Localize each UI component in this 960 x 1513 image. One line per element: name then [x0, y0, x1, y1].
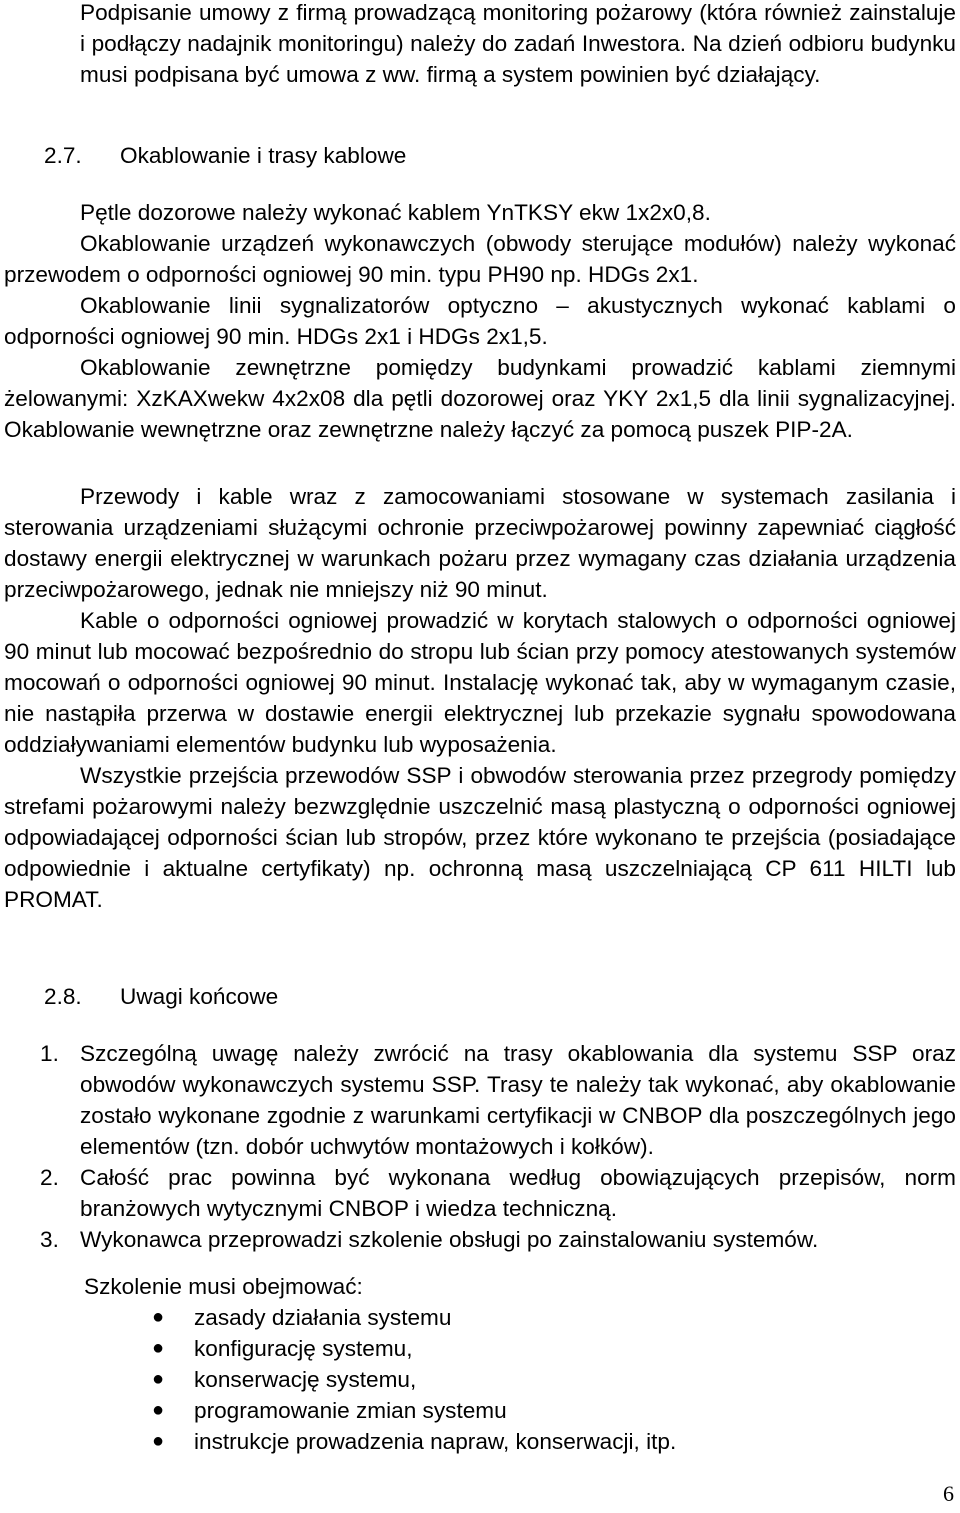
section-heading-2-7: [44, 140, 406, 171]
training-list: [4, 1302, 956, 1457]
list-item: 1. Szczególną uwagę należy zwrócić na trasy okablowania dla systemu SSP oraz obwodów wykonawczych systemu SSP. Trasy te należy tak wykonać, aby okablowanie zostało wykonane zgodnie z warunkami certyfikacji w CNBOP dla poszczególnych jego elementów (tzn. dobór uchwytów montażowych i kołków).: [40, 1041, 956, 1159]
paragraph: Kable o odporności ogniowej prowadzić w korytach stalowych o odporności ogniowej 90 minut lub mocować bezpośrednio do stropu lub ścian przy pomocy atestowanych systemów mocowań o odporności ogniowej 90 minut. Instalację wykonać tak, aby w wymaganym czasie, nie nastąpiła przerwa w dostawie energii elektrycznej lub przekazie sygnału spowodowana oddziaływaniami elementów budynku lub wyposażenia.: [4, 608, 956, 757]
list-item: ● konserwację systemu,: [4, 1364, 956, 1395]
paragraph: Okablowanie urządzeń wykonawczych (obwody sterujące modułów) należy wykonać przewodem o odporności ogniowej 90 min. typu PH90 np. HDGs 2x1.: [4, 231, 956, 287]
section-number: 2.8.: [44, 984, 82, 1009]
bullet-icon: ●: [152, 1306, 165, 1328]
remarks-list: [4, 1038, 956, 1255]
paragraph: Okablowanie zewnętrzne pomiędzy budynkami prowadzić kablami ziemnymi żelowanymi: XzKAXwekw 4x2x08 dla pętli dozorowej oraz YKY 2x1,5 dla linii sygnalizacyjnej. Okablowanie wewnętrzne oraz zewnętrzne należy łączyć za pomocą puszek PIP-2A.: [4, 355, 956, 442]
page-number: 6: [943, 1481, 954, 1506]
section-number: 2.7.: [44, 143, 82, 168]
list-item: ● instrukcje prowadzenia napraw, konserwacji, itp.: [4, 1426, 956, 1457]
paragraph: Przewody i kable wraz z zamocowaniami stosowane w systemach zasilania i sterowania urządzeniami służącymi ochronie przeciwpożarowej powinny zapewniać ciągłość dostawy energii elektrycznej w warunkach pożaru przez wymagany czas działania urządzenia przeciwpożarowego, jednak nie mniejszy niż 90 minut.: [4, 484, 956, 602]
bullet-icon: ●: [152, 1368, 165, 1390]
paragraph: Wszystkie przejścia przewodów SSP i obwodów sterowania przez przegrody pomiędzy strefami pożarowymi należy bezwzględnie uszczelnić masą plastyczną o odporności ogniowej odpowiadającej odporności ścian lub stropów, przez które wykonano te przejścia (posiadające odpowiednie i aktualne certyfikaty) np. ochronną masą uszczelniającą CP 611 HILTI lub PROMAT.: [4, 763, 956, 912]
bullet-icon: ●: [152, 1337, 165, 1359]
section-2-7-body: [4, 197, 956, 915]
section-title: Uwagi końcowe: [120, 984, 279, 1009]
bullet-icon: ●: [152, 1399, 165, 1421]
paragraph: Okablowanie linii sygnalizatorów optyczno – akustycznych wykonać kablami o odporności ogniowej 90 min. HDGs 2x1 i HDGs 2x1,5.: [4, 293, 956, 349]
intro-paragraph: Podpisanie umowy z firmą prowadzącą monitoring pożarowy (która również zainstaluje i podłączy nadajnik monitoringu) należy do zadań Inwestora. Na dzień odbioru budynku musi podpisana być umowa z ww. firmą a system powinien być działający.: [80, 0, 956, 87]
bullet-icon: ●: [152, 1430, 165, 1452]
list-item: 2. Całość prac powinna być wykonana według obowiązujących przepisów, norm branżowych wytycznymi CNBOP i wiedza techniczną.: [40, 1165, 956, 1221]
paragraph: Pętle dozorowe należy wykonać kablem YnTKSY ekw 1x2x0,8.: [80, 200, 711, 225]
section-title: Okablowanie i trasy kablowe: [120, 143, 407, 168]
list-item: ● zasady działania systemu: [4, 1302, 956, 1333]
section-heading-2-8: [44, 981, 278, 1012]
list-item: ● programowanie zmian systemu: [4, 1395, 956, 1426]
list-item: ● konfigurację systemu,: [4, 1333, 956, 1364]
training-lead: Szkolenie musi obejmować:: [84, 1274, 363, 1299]
list-item: 3. Wykonawca przeprowadzi szkolenie obsługi po zainstalowaniu systemów.: [40, 1227, 819, 1252]
